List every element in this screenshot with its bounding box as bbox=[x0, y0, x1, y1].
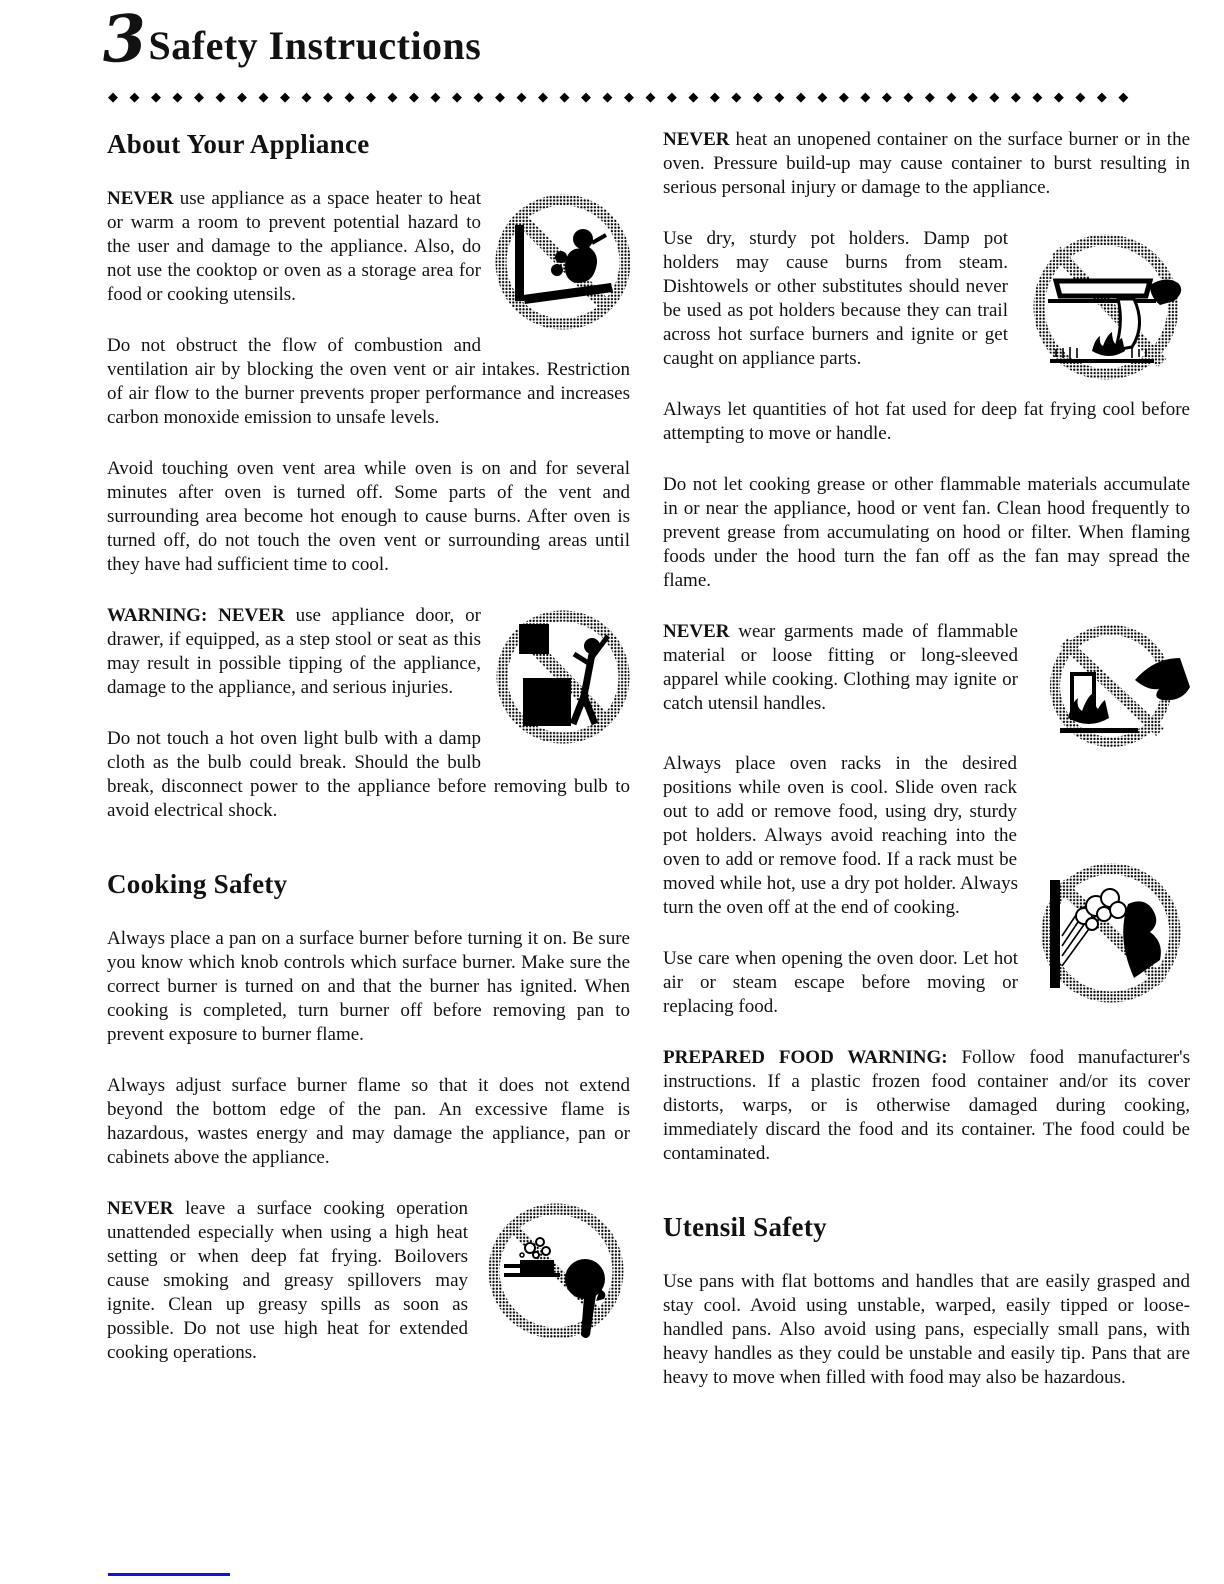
paragraph-space-heater bbox=[107, 187, 630, 307]
prepared-food-warning-label: PREPARED FOOD WARNING: bbox=[663, 1047, 948, 1068]
paragraph-pan-on-burner: Always place a pan on a surface burner before turning it on. Be sure you know which knob controls which surface burner. Make sure the correct burner is turned on and that the burner has ignited. When cooking is completed, turn burner off before removing pan to prevent exposure to burner flame. bbox=[107, 928, 630, 1045]
paragraph-oven-vent: Avoid touching oven vent area while oven is on and for several minutes after oven is turned off. Some parts of the vent and surrounding area become hot enough to cause burns. After oven is turned off, do not touch the oven vent or surrounding areas until they have had sufficient time to cool. bbox=[107, 458, 630, 575]
never-label: NEVER bbox=[663, 129, 730, 150]
no-step-stool-icon bbox=[495, 606, 630, 748]
no-damp-pot-holder-icon bbox=[1022, 229, 1190, 387]
never-label: NEVER bbox=[663, 621, 730, 642]
no-space-heater-icon bbox=[495, 189, 630, 334]
left-column bbox=[107, 128, 630, 1365]
paragraph-text: leave a surface cooking operation unattended especially when using a high heat setting or when deep fat frying. Boilovers cause smoking and greasy spillovers may ignite. Clean up greasy spills as soon as possible. Do not use high heat for extended cooking operations. bbox=[107, 1198, 468, 1363]
hot-steam-escape-icon bbox=[1032, 858, 1190, 1008]
section-heading-cooking: Cooking Safety bbox=[107, 869, 288, 899]
paragraph-combustion-air: Do not obstruct the flow of combustion and ventilation air by blocking the oven vent or air intakes. Restriction of air flow to the burner prevents proper performance and increases carbon monoxide emission to unsafe levels. bbox=[107, 335, 630, 428]
paragraph-text: Follow food manufacturer's instructions. If a plastic frozen food container and/or its cover distorts, warps, or is otherwise damaged during cooking, immediately discard the food and its container. The food could be contaminated. bbox=[663, 1047, 1190, 1164]
paragraph-prepared-food bbox=[663, 1046, 1190, 1166]
paragraph-oven-racks bbox=[663, 752, 1190, 920]
paragraph-pans: Use pans with flat bottoms and handles that are easily grasped and stay cool. Avoid using unstable, warped, easily tipped or loose-handled pans. Also avoid using pans, especially small pans, with heavy handles as they could be unstable and easily tip. Pans that are heavy to move when filled with food may also be hazardous. bbox=[663, 1271, 1190, 1388]
paragraph-text: Use dry, sturdy pot holders. Damp pot holders may cause burns from steam. Dishtowels or other substitutes should never be used as pot holders because they can trail across hot surface burners and ignite or get caught on appliance parts. bbox=[663, 228, 1008, 369]
diamond-divider: ◆◆◆◆◆◆◆◆◆◆◆◆◆◆◆◆◆◆◆◆◆◆◆◆◆◆◆◆◆◆◆◆◆◆◆◆◆◆◆◆◆◆◆◆◆◆◆◆ bbox=[108, 89, 1140, 104]
no-flammable-clothing-icon bbox=[1032, 622, 1190, 750]
paragraph-unopened-container bbox=[663, 128, 1190, 200]
float-spacer bbox=[1017, 752, 1018, 856]
chapter-number: 3 bbox=[100, 0, 149, 79]
page-header bbox=[100, 0, 482, 79]
paragraph-unattended-cooking bbox=[107, 1197, 630, 1365]
paragraph-garments bbox=[663, 620, 1190, 716]
warning-never-label: WARNING: NEVER bbox=[107, 605, 285, 626]
paragraph-text: use appliance door, or drawer, if equipped, as a step stool or seat as this may result in possible tipping of the appliance, damage to the appliance, and serious injuries. bbox=[107, 605, 481, 698]
never-label: NEVER bbox=[107, 1198, 174, 1219]
right-column bbox=[663, 128, 1190, 1390]
no-unattended-boilover-icon bbox=[482, 1199, 630, 1344]
paragraph-hot-fat: Always let quantities of hot fat used for deep fat frying cool before attempting to move or handle. bbox=[663, 399, 1190, 444]
paragraph-step-stool bbox=[107, 604, 630, 700]
paragraph-grease: Do not let cooking grease or other flammable materials accumulate in or near the appliance, hood or vent fan. Clean hood frequently to prevent grease from accumulating on hood or filter. When flaming foods under the hood turn the fan off as the fan may spread the flame. bbox=[663, 474, 1190, 591]
paragraph-flame-adjust: Always adjust surface burner flame so that it does not extend beyond the bottom edge of the pan. An excessive flame is hazardous, wastes energy and may damage the appliance, pan or cabinets above the appliance. bbox=[107, 1075, 630, 1168]
page-title: Safety Instructions bbox=[148, 23, 482, 69]
paragraph-text: use appliance as a space heater to heat or warm a room to prevent potential hazard to the user and damage to the appliance. Also, do not use the cooktop or oven as a storage area for food or cooking utensils. bbox=[107, 188, 481, 305]
paragraph-pot-holders bbox=[663, 227, 1190, 371]
paragraph-text: Always place oven racks in the desired positions while oven is cool. Slide oven rack out to add or remove food, using dry, sturdy pot holders. Always avoid reaching into the oven to add or remove food. If a rack must be moved while hot, use a dry pot holder. Always turn the oven off at the end of cooking. bbox=[663, 753, 1018, 918]
footer-rule bbox=[108, 1573, 230, 1576]
paragraph-oven-door: Use care when opening the oven door. Let hot air or steam escape before moving or replacing food. bbox=[663, 948, 1018, 1017]
section-heading-about: About Your Appliance bbox=[107, 129, 370, 159]
paragraph-light-bulb: Do not touch a hot oven light bulb with a damp cloth as the bulb could break. Should the bulb break, disconnect power to the appliance before removing bulb to avoid electrical shock. bbox=[107, 728, 630, 821]
never-label: NEVER bbox=[107, 188, 174, 209]
paragraph-text: heat an unopened container on the surface burner or in the oven. Pressure build-up may cause container to burst resulting in serious personal injury or damage to the appliance. bbox=[663, 129, 1190, 198]
paragraph-text: wear garments made of flammable material or loose fitting or long-sleeved apparel while cooking. Clothing may ignite or catch utensil handles. bbox=[663, 621, 1018, 714]
section-heading-utensil: Utensil Safety bbox=[663, 1212, 827, 1242]
